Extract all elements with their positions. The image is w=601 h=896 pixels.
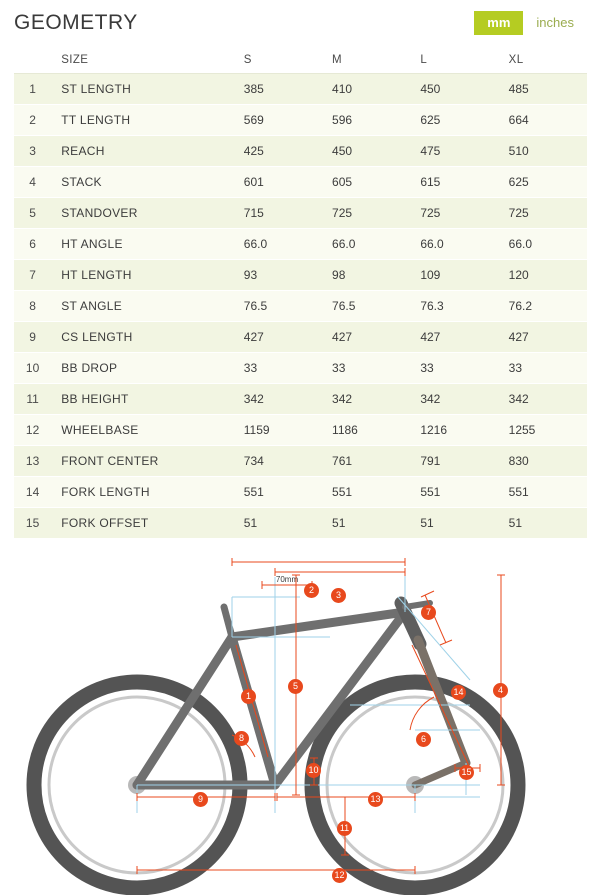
row-label: FORK LENGTH bbox=[51, 477, 234, 508]
row-value-s: 551 bbox=[234, 477, 322, 508]
unit-button-inches[interactable]: inches bbox=[536, 15, 574, 30]
row-value-m: 725 bbox=[322, 198, 410, 229]
row-number: 10 bbox=[14, 353, 51, 384]
column-header-xl: XL bbox=[499, 46, 587, 74]
row-value-xl: 427 bbox=[499, 322, 587, 353]
geometry-table bbox=[14, 46, 587, 539]
column-header-l: L bbox=[410, 46, 498, 74]
row-value-m: 342 bbox=[322, 384, 410, 415]
row-number: 15 bbox=[14, 508, 51, 539]
table-row bbox=[14, 229, 587, 260]
row-value-m: 66.0 bbox=[322, 229, 410, 260]
row-value-l: 427 bbox=[410, 322, 498, 353]
row-value-l: 625 bbox=[410, 105, 498, 136]
table-row bbox=[14, 260, 587, 291]
callout-15: 15 bbox=[459, 765, 474, 780]
row-value-l: 66.0 bbox=[410, 229, 498, 260]
row-value-m: 410 bbox=[322, 74, 410, 105]
table-row bbox=[14, 322, 587, 353]
callout-2: 2 bbox=[304, 583, 319, 598]
row-number: 5 bbox=[14, 198, 51, 229]
row-value-s: 425 bbox=[234, 136, 322, 167]
row-label: STACK bbox=[51, 167, 234, 198]
row-label: ST ANGLE bbox=[51, 291, 234, 322]
row-value-s: 569 bbox=[234, 105, 322, 136]
row-label: TT LENGTH bbox=[51, 105, 234, 136]
row-number: 9 bbox=[14, 322, 51, 353]
row-value-m: 450 bbox=[322, 136, 410, 167]
row-value-m: 605 bbox=[322, 167, 410, 198]
row-value-xl: 76.2 bbox=[499, 291, 587, 322]
table-row bbox=[14, 74, 587, 105]
row-value-s: 93 bbox=[234, 260, 322, 291]
callout-7: 7 bbox=[421, 605, 436, 620]
row-value-s: 76.5 bbox=[234, 291, 322, 322]
row-number: 6 bbox=[14, 229, 51, 260]
callout-5: 5 bbox=[288, 679, 303, 694]
row-value-xl: 51 bbox=[499, 508, 587, 539]
unit-toggle[interactable] bbox=[474, 11, 587, 35]
column-header-num bbox=[14, 46, 51, 74]
unit-button-mm[interactable]: mm bbox=[474, 11, 523, 35]
row-value-l: 342 bbox=[410, 384, 498, 415]
row-value-xl: 551 bbox=[499, 477, 587, 508]
table-row bbox=[14, 291, 587, 322]
row-value-s: 51 bbox=[234, 508, 322, 539]
row-value-s: 385 bbox=[234, 74, 322, 105]
row-value-s: 427 bbox=[234, 322, 322, 353]
row-number: 11 bbox=[14, 384, 51, 415]
row-value-l: 76.3 bbox=[410, 291, 498, 322]
row-value-m: 76.5 bbox=[322, 291, 410, 322]
row-value-s: 715 bbox=[234, 198, 322, 229]
callout-10: 10 bbox=[306, 763, 321, 778]
row-value-l: 615 bbox=[410, 167, 498, 198]
table-row bbox=[14, 446, 587, 477]
row-label: FRONT CENTER bbox=[51, 446, 234, 477]
row-value-l: 725 bbox=[410, 198, 498, 229]
callout-13: 13 bbox=[368, 792, 383, 807]
callout-1: 1 bbox=[241, 689, 256, 704]
table-row bbox=[14, 136, 587, 167]
column-header-m: M bbox=[322, 46, 410, 74]
row-value-s: 33 bbox=[234, 353, 322, 384]
table-row bbox=[14, 384, 587, 415]
page-header bbox=[0, 0, 601, 46]
row-number: 3 bbox=[14, 136, 51, 167]
row-number: 7 bbox=[14, 260, 51, 291]
row-value-l: 33 bbox=[410, 353, 498, 384]
callout-4: 4 bbox=[493, 683, 508, 698]
row-value-m: 596 bbox=[322, 105, 410, 136]
row-number: 13 bbox=[14, 446, 51, 477]
row-value-l: 51 bbox=[410, 508, 498, 539]
table-row bbox=[14, 198, 587, 229]
column-header-size: SIZE bbox=[51, 46, 234, 74]
row-number: 12 bbox=[14, 415, 51, 446]
row-label: HT ANGLE bbox=[51, 229, 234, 260]
row-value-s: 601 bbox=[234, 167, 322, 198]
column-header-s: S bbox=[234, 46, 322, 74]
row-value-s: 342 bbox=[234, 384, 322, 415]
row-value-xl: 342 bbox=[499, 384, 587, 415]
row-number: 1 bbox=[14, 74, 51, 105]
callout-12: 12 bbox=[332, 868, 347, 883]
annotation-70mm: 70mm bbox=[275, 575, 299, 584]
row-label: BB HEIGHT bbox=[51, 384, 234, 415]
callout-14: 14 bbox=[451, 685, 466, 700]
row-label: STANDOVER bbox=[51, 198, 234, 229]
table-row bbox=[14, 167, 587, 198]
row-value-m: 98 bbox=[322, 260, 410, 291]
row-value-l: 109 bbox=[410, 260, 498, 291]
row-value-l: 791 bbox=[410, 446, 498, 477]
bike-diagram-svg bbox=[0, 545, 601, 895]
row-label: ST LENGTH bbox=[51, 74, 234, 105]
seatpost bbox=[224, 607, 232, 637]
page-title: GEOMETRY bbox=[14, 11, 138, 34]
geometry-table-wrap bbox=[0, 46, 601, 539]
row-value-l: 475 bbox=[410, 136, 498, 167]
row-label: HT LENGTH bbox=[51, 260, 234, 291]
table-row bbox=[14, 415, 587, 446]
callout-8: 8 bbox=[234, 731, 249, 746]
row-value-m: 51 bbox=[322, 508, 410, 539]
row-label: WHEELBASE bbox=[51, 415, 234, 446]
callout-9: 9 bbox=[193, 792, 208, 807]
table-row bbox=[14, 353, 587, 384]
row-label: FORK OFFSET bbox=[51, 508, 234, 539]
row-value-l: 551 bbox=[410, 477, 498, 508]
bike-geometry-diagram bbox=[0, 545, 601, 895]
row-value-xl: 33 bbox=[499, 353, 587, 384]
row-value-xl: 830 bbox=[499, 446, 587, 477]
row-value-s: 1159 bbox=[234, 415, 322, 446]
row-value-s: 66.0 bbox=[234, 229, 322, 260]
row-value-s: 734 bbox=[234, 446, 322, 477]
row-value-m: 551 bbox=[322, 477, 410, 508]
callout-11: 11 bbox=[337, 821, 352, 836]
row-label: BB DROP bbox=[51, 353, 234, 384]
row-value-m: 1186 bbox=[322, 415, 410, 446]
row-value-xl: 510 bbox=[499, 136, 587, 167]
table-header-row bbox=[14, 46, 587, 74]
row-value-xl: 725 bbox=[499, 198, 587, 229]
callout-6: 6 bbox=[416, 732, 431, 747]
table-row bbox=[14, 508, 587, 539]
row-value-m: 761 bbox=[322, 446, 410, 477]
row-number: 2 bbox=[14, 105, 51, 136]
row-value-l: 450 bbox=[410, 74, 498, 105]
row-value-m: 427 bbox=[322, 322, 410, 353]
row-value-xl: 120 bbox=[499, 260, 587, 291]
row-value-xl: 1255 bbox=[499, 415, 587, 446]
table-row bbox=[14, 477, 587, 508]
row-value-xl: 485 bbox=[499, 74, 587, 105]
row-value-xl: 625 bbox=[499, 167, 587, 198]
row-value-m: 33 bbox=[322, 353, 410, 384]
row-value-xl: 66.0 bbox=[499, 229, 587, 260]
row-number: 8 bbox=[14, 291, 51, 322]
row-number: 14 bbox=[14, 477, 51, 508]
row-number: 4 bbox=[14, 167, 51, 198]
row-label: REACH bbox=[51, 136, 234, 167]
row-value-xl: 664 bbox=[499, 105, 587, 136]
row-value-l: 1216 bbox=[410, 415, 498, 446]
row-label: CS LENGTH bbox=[51, 322, 234, 353]
table-row bbox=[14, 105, 587, 136]
callout-3: 3 bbox=[331, 588, 346, 603]
